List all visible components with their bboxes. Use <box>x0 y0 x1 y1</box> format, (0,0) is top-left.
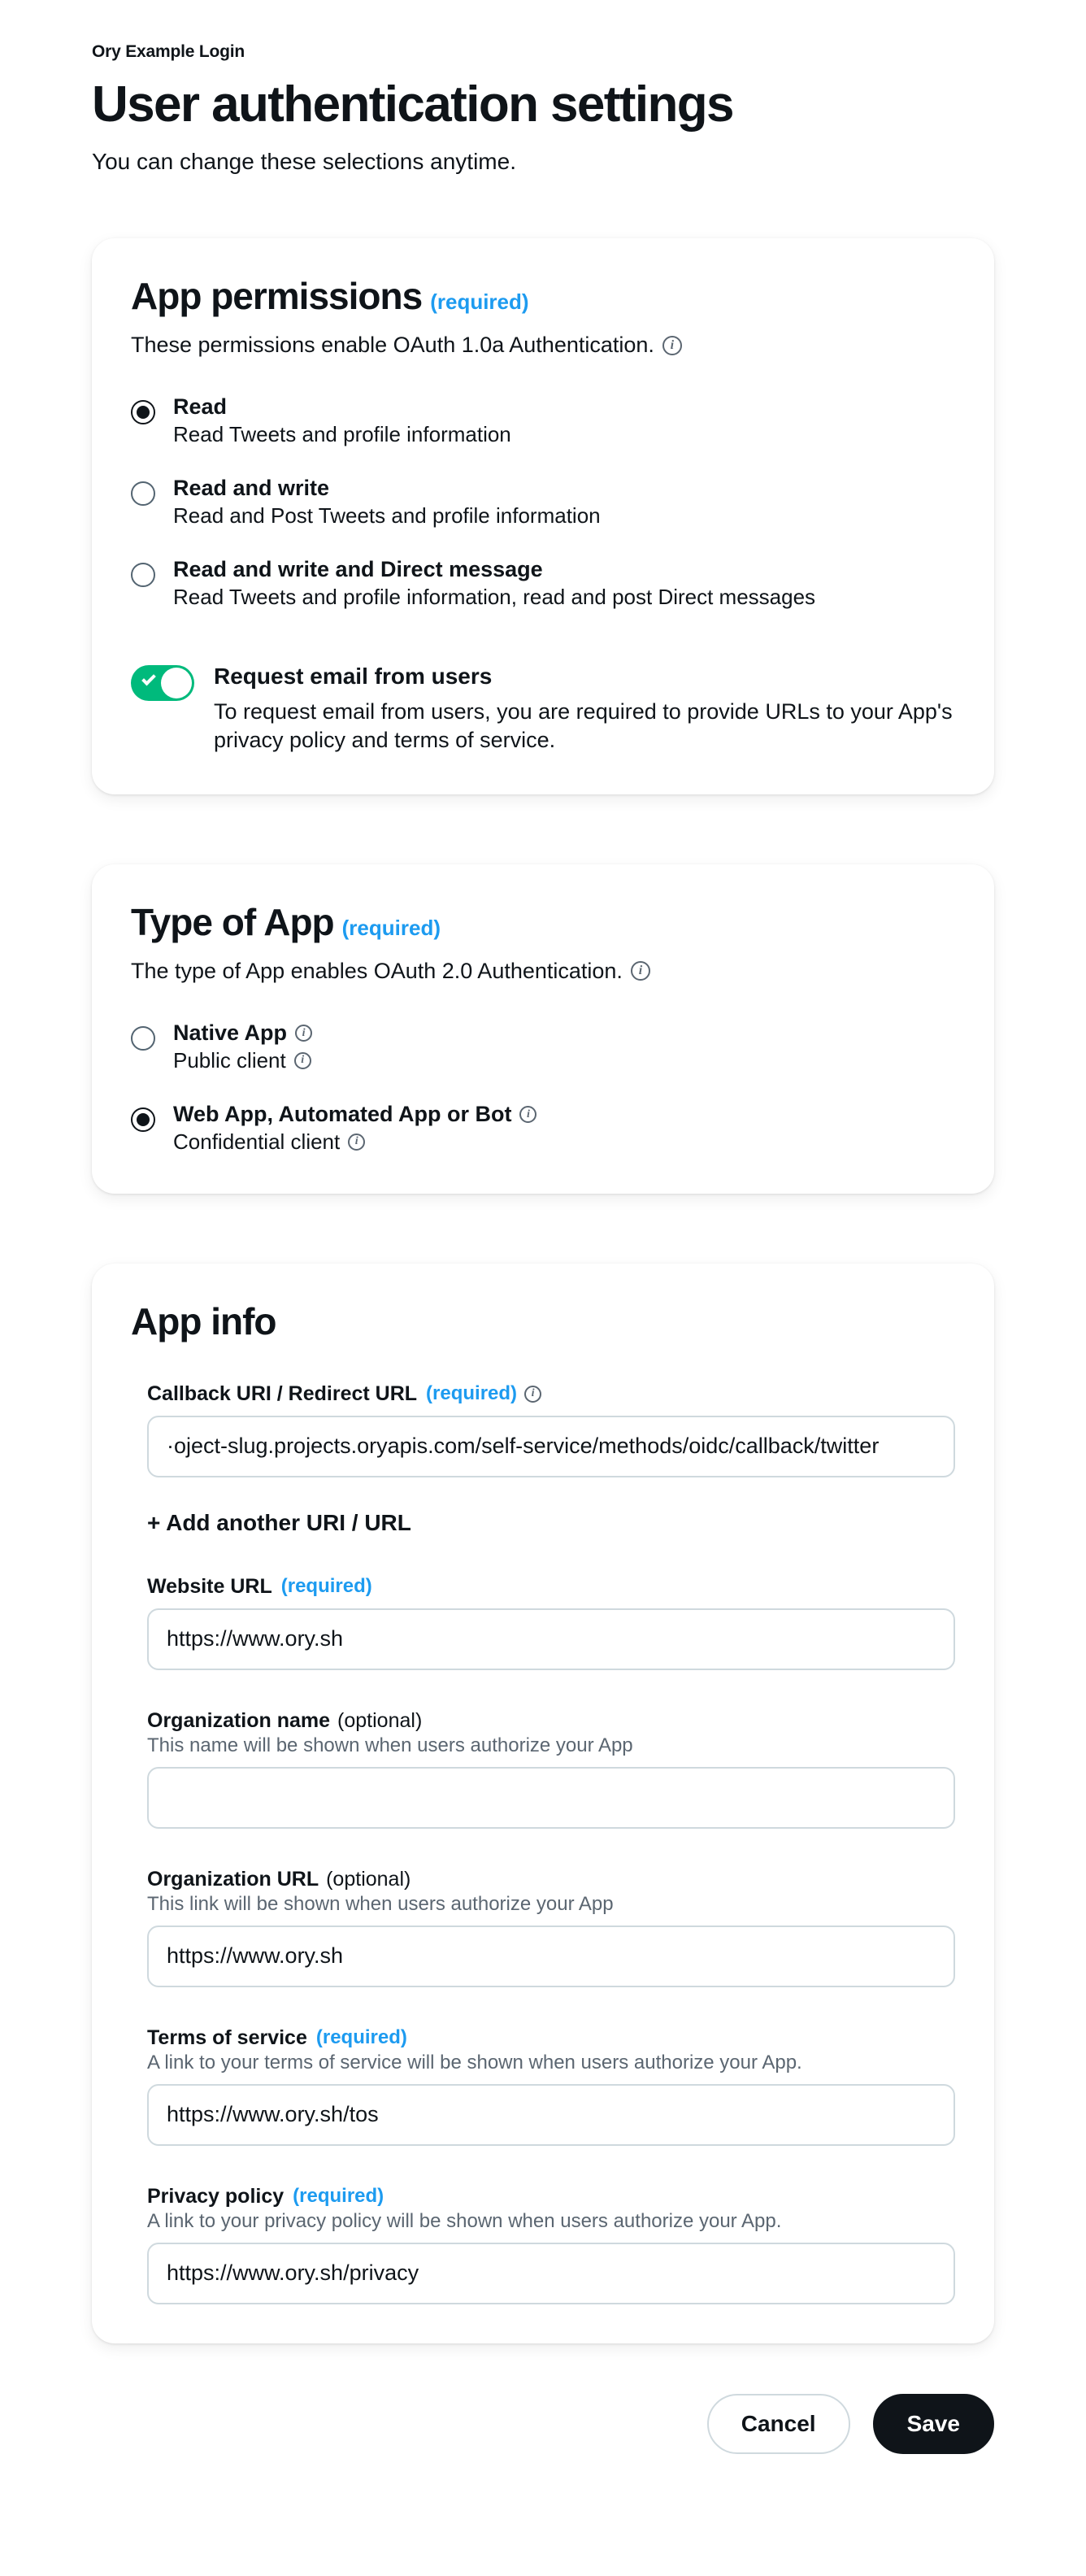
radio-option-help: Read Tweets and profile information, read and post Direct messages <box>173 584 816 609</box>
radio-option-help-text: Public client <box>173 1047 286 1073</box>
request-email-title: Request email from users <box>214 663 493 689</box>
type-of-app-card <box>92 864 994 1194</box>
type-of-app-title: Type of App <box>131 900 334 943</box>
privacy-policy-required-tag: (required) <box>293 2185 384 2208</box>
page-inner <box>59 0 1027 2503</box>
terms-of-service-label-row <box>147 2026 955 2050</box>
app-info-title: App info <box>131 1299 276 1342</box>
terms-of-service-field <box>131 2026 955 2146</box>
privacy-policy-field <box>131 2185 955 2304</box>
radio-indicator[interactable] <box>131 400 155 424</box>
form-actions <box>92 2394 994 2503</box>
page-subtitle: You can change these selections anytime. <box>92 149 516 175</box>
radio-option-help <box>173 1129 536 1155</box>
radio-option-texts <box>173 476 601 529</box>
radio-option-texts <box>173 1021 312 1073</box>
website-url-field <box>131 1575 955 1670</box>
radio-option-label: Read and write and Direct message <box>173 556 543 581</box>
radio-indicator[interactable] <box>131 1026 155 1051</box>
type-of-app-description-row <box>131 959 955 984</box>
app-permissions-title: App permissions <box>131 275 423 318</box>
app-info-heading <box>131 1299 955 1343</box>
radio-option-help: Read Tweets and profile information <box>173 421 511 446</box>
radio-option-texts <box>173 1103 536 1155</box>
callback-uri-required-tag: (required) <box>426 1382 518 1405</box>
radio-option-help <box>173 1048 312 1073</box>
save-button[interactable]: Save <box>873 2394 994 2454</box>
radio-option-label-text: Native App <box>173 1020 288 1045</box>
type-of-app-heading <box>131 900 955 944</box>
app-permissions-description: These permissions enable OAuth 1.0a Authentication. <box>131 333 654 358</box>
request-email-toggle-row <box>131 664 955 755</box>
terms-of-service-input[interactable]: https://www.ory.sh/tos <box>147 2084 955 2146</box>
info-icon[interactable]: i <box>524 1386 541 1403</box>
website-url-label-row <box>147 1575 955 1599</box>
radio-indicator[interactable] <box>131 563 155 587</box>
organization-url-input[interactable]: https://www.ory.sh <box>147 1925 955 1987</box>
radio-option-texts <box>173 395 511 447</box>
request-email-description: To request email from users, you are required to provide URLs to your App's privacy policy and terms of service. <box>214 698 953 753</box>
spacer <box>59 175 1027 238</box>
info-icon[interactable]: i <box>519 1106 536 1123</box>
organization-name-input[interactable] <box>147 1767 955 1829</box>
add-another-uri-button[interactable]: + Add another URI / URL <box>147 1509 411 1535</box>
radio-option-help-text: Confidential client <box>173 1129 341 1154</box>
request-email-texts <box>214 664 955 755</box>
organization-name-label: Organization name <box>147 1708 331 1732</box>
organization-url-optional-tag: (optional) <box>326 1867 411 1891</box>
radio-option-label: Read and write <box>173 475 330 500</box>
callback-uri-field <box>131 1382 955 1477</box>
organization-name-label-row <box>147 1709 955 1733</box>
type-of-app-description: The type of App enables OAuth 2.0 Authentication. <box>131 958 623 983</box>
privacy-policy-help: A link to your privacy policy will be shown when users authorize your App. <box>147 2209 782 2232</box>
terms-of-service-help: A link to your terms of service will be shown when users authorize your App. <box>147 2051 802 2073</box>
organization-name-help: This name will be shown when users authorize your App <box>147 1734 633 1756</box>
toggle-knob <box>161 668 192 698</box>
page-title: User authentication settings <box>92 76 733 133</box>
app-permissions-radio-group <box>131 395 955 610</box>
radio-indicator[interactable] <box>131 481 155 506</box>
app-permissions-card <box>92 238 994 794</box>
info-icon[interactable]: i <box>662 336 682 355</box>
radio-option-read-write-direct-message[interactable] <box>131 558 955 610</box>
website-url-required-tag: (required) <box>280 1575 372 1598</box>
radio-option-label <box>173 1103 536 1127</box>
website-url-input[interactable]: https://www.ory.sh <box>147 1608 955 1670</box>
radio-option-help: Read and Post Tweets and profile information <box>173 503 601 528</box>
organization-url-field <box>131 1868 955 1987</box>
privacy-policy-input[interactable]: https://www.ory.sh/privacy <box>147 2243 955 2304</box>
spacer <box>59 1194 1027 1264</box>
radio-option-label <box>173 1021 312 1046</box>
organization-url-help: This link will be shown when users authorize your App <box>147 1892 614 1915</box>
app-permissions-heading <box>131 274 955 318</box>
privacy-policy-label: Privacy policy <box>147 2184 285 2208</box>
website-url-label: Website URL <box>147 1574 272 1598</box>
radio-option-read-and-write[interactable] <box>131 476 955 529</box>
radio-option-read[interactable] <box>131 395 955 447</box>
radio-option-texts <box>173 558 815 610</box>
radio-indicator[interactable] <box>131 1107 155 1132</box>
type-of-app-radio-group <box>131 1021 955 1155</box>
radio-option-native-app[interactable] <box>131 1021 955 1073</box>
terms-of-service-required-tag: (required) <box>315 2026 407 2049</box>
organization-name-field <box>131 1709 955 1829</box>
organization-url-label: Organization URL <box>147 1867 319 1891</box>
privacy-policy-label-row <box>147 2185 955 2208</box>
info-icon[interactable]: i <box>631 961 650 981</box>
app-permissions-required-tag: (required) <box>430 289 529 315</box>
callback-uri-input[interactable]: ·oject-slug.projects.oryapis.com/self-service/methods/oidc/callback/twitter <box>147 1416 955 1477</box>
radio-option-web-app[interactable] <box>131 1103 955 1155</box>
type-of-app-required-tag: (required) <box>341 915 441 940</box>
organization-url-label-row <box>147 1868 955 1891</box>
request-email-toggle[interactable] <box>131 665 194 701</box>
app-permissions-description-row <box>131 333 955 358</box>
check-icon <box>141 671 156 685</box>
info-icon[interactable]: i <box>294 1052 311 1069</box>
callback-uri-label-row <box>147 1382 955 1406</box>
info-icon[interactable]: i <box>348 1134 365 1151</box>
cancel-button[interactable]: Cancel <box>707 2394 850 2454</box>
app-info-card <box>92 1264 994 2343</box>
info-icon[interactable]: i <box>295 1025 312 1042</box>
radio-option-label: Read <box>173 394 228 420</box>
radio-option-label-text: Web App, Automated App or Bot <box>173 1101 512 1126</box>
organization-name-optional-tag: (optional) <box>337 1708 423 1732</box>
breadcrumb: Ory Example Login <box>92 42 245 61</box>
terms-of-service-label: Terms of service <box>147 2026 307 2049</box>
callback-uri-label: Callback URI / Redirect URL <box>147 1382 418 1405</box>
spacer <box>59 794 1027 864</box>
